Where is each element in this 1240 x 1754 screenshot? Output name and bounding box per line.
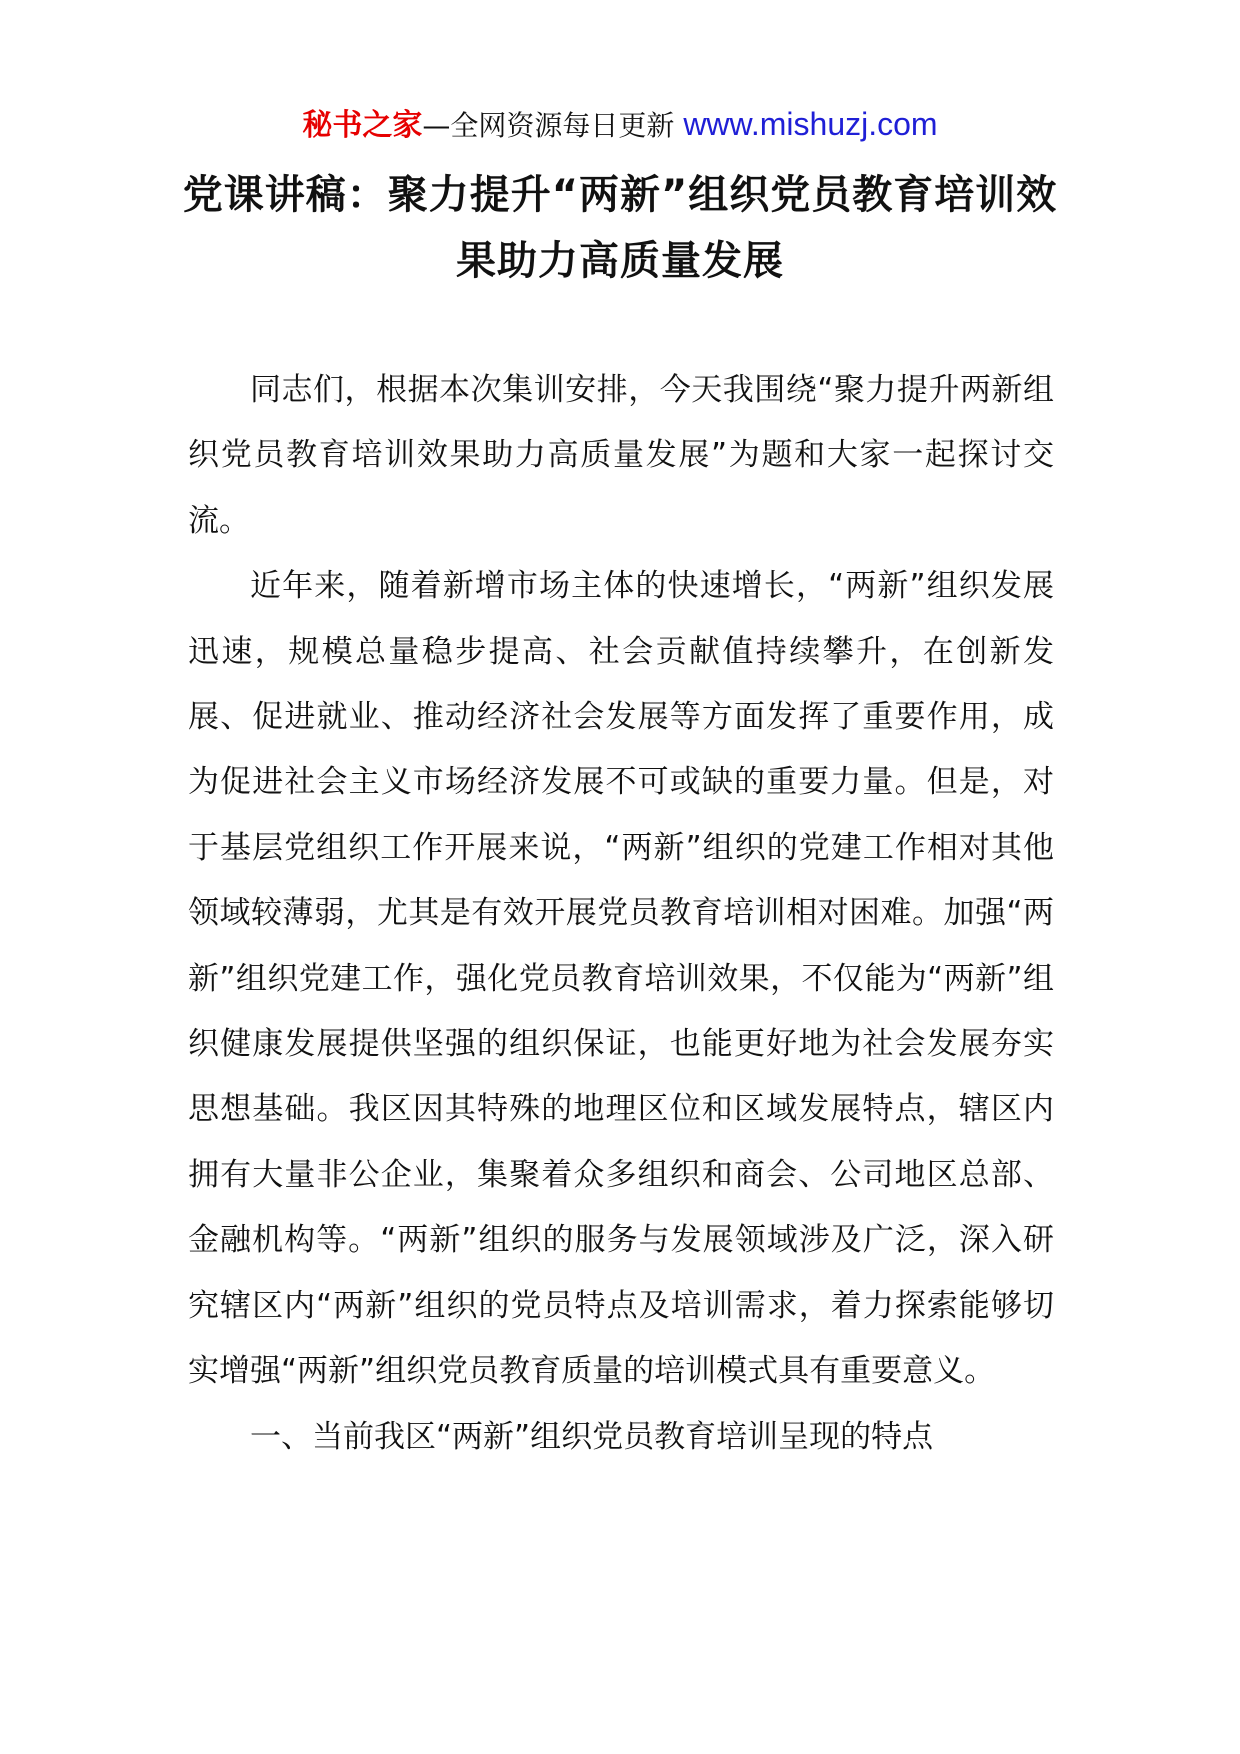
brand-name: 秘书之家 — [302, 108, 423, 143]
site-banner — [0, 100, 1240, 150]
site-url-link[interactable]: www.mishuzj.com — [683, 106, 938, 142]
section-heading: 一、当前我区“两新”组织党员教育培训呈现的特点 — [250, 1418, 934, 1455]
document-title: 党课讲稿：聚力提升“两新”组织党员教育培训效果助力高质量发展 — [182, 172, 1058, 284]
paragraph-intro: 同志们，根据本次集训安排，今天我围绕“聚力提升两新组织党员教育培训效果助力高质量发展”为题和大家一起探讨交流。 — [188, 372, 1054, 539]
paragraph-background: 近年来，随着新增市场主体的快速增长，“两新”组织发展迅速，规模总量稳步提高、社会贡献值持续攀升，在创新发展、促进就业、推动经济社会发展等方面发挥了重要作用，成为促进社会主义市场经济发展不可或缺的重要力量。但是，对于基层党组织工作开展来说，“两新”组织的党建工作相对其他领域较薄弱，尤其是有效开展党员教育培训相对困难。加强“两新”组织党建工作，强化党员教育培训效果，不仅能为“两新”组织健康发展提供坚强的组织保证，也能更好地为社会发展夯实思想基础。我区因其特殊的地理区位和区域发展特点，辖区内拥有大量非公企业，集聚着众多组织和商会、公司地区总部、金融机构等。“两新”组织的服务与发展领域涉及广泛，深入研究辖区内“两新”组织的党员特点及培训需求，着力探索能够切实增强“两新”组织党员教育质量的培训模式具有重要意义。 — [188, 568, 1054, 1390]
banner-tagline: —全网资源每日更新 — [422, 109, 684, 142]
document-body — [188, 358, 1054, 1470]
